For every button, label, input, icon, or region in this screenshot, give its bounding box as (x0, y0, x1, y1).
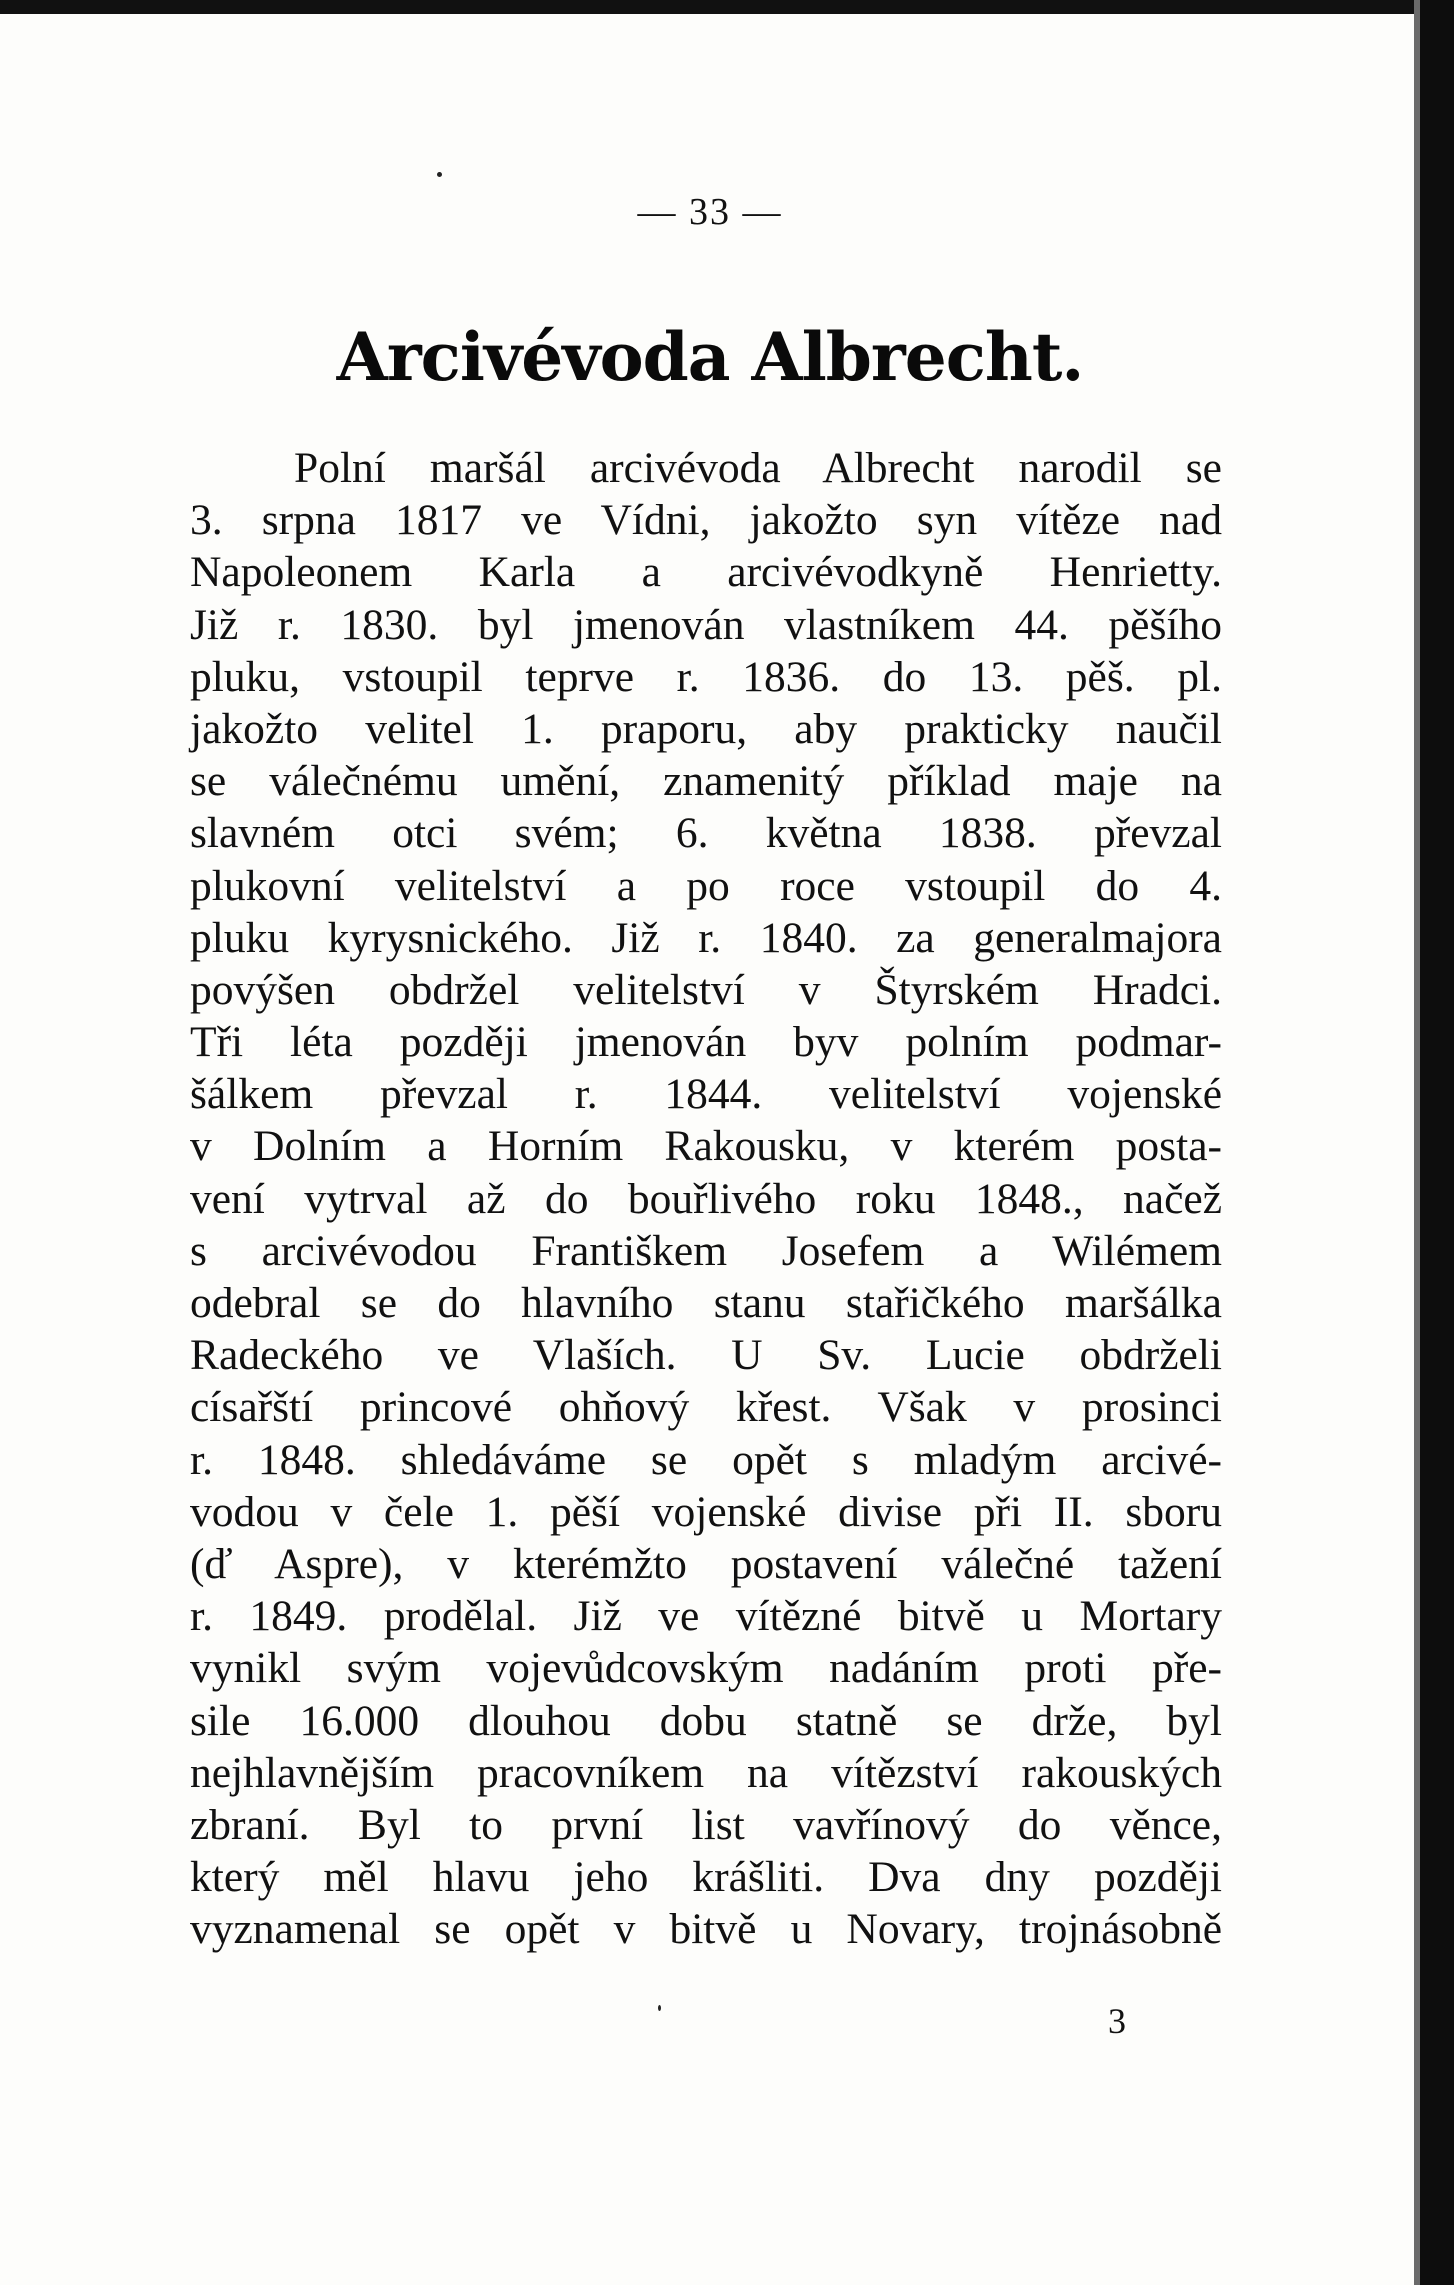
text-line: se válečnému umění, znamenitý příklad maje na (190, 757, 1222, 806)
text-line: r. 1849. prodělal. Již ve vítězné bitvě u Mortary (190, 1592, 1222, 1641)
text-line: Polní maršál arcivévoda Albrecht narodil se (294, 444, 1222, 492)
text-line: 3. srpna 1817 ve Vídni, jakožto syn vítěze nad (190, 496, 1222, 545)
text-line: povýšen obdržel velitelství v Štyrském Hradci. (190, 965, 1222, 1014)
chapter-title: Arcivévoda Albrecht. (336, 318, 1084, 396)
text-line: sile 16.000 dlouhou dobu statně se drže, byl (190, 1696, 1222, 1745)
text-line: šálkem převzal r. 1844. velitelství vojenské (190, 1070, 1222, 1119)
text-line: pluku kyrysnického. Již r. 1840. za generalmajora (190, 913, 1222, 962)
dust-speck (437, 172, 442, 177)
text-line: zbraní. Byl to první list vavřínový do věnce, (190, 1800, 1222, 1849)
dust-speck (658, 2005, 661, 2011)
body-paragraph (190, 442, 1222, 1955)
text-line: (ď Aspre), v kterémžto postavení válečné tažení (190, 1539, 1222, 1588)
text-line: Již r. 1830. byl jmenován vlastníkem 44. pěšího (190, 600, 1222, 649)
signature-mark: 3 (1108, 2001, 1126, 2041)
text-line: jakožto velitel 1. praporu, aby prakticky naučil (190, 704, 1222, 753)
text-line: který měl hlavu jeho krášliti. Dva dny později (190, 1853, 1222, 1902)
page-header: — 33 — (637, 191, 783, 233)
text-line: císařští princové ohňový křest. Však v prosinci (190, 1383, 1222, 1432)
text-line: r. 1848. shledáváme se opět s mladým arcivé- (190, 1435, 1222, 1484)
text-line: vyznamenal se opět v bitvě u Novary, trojnásobně (190, 1905, 1222, 1954)
text-line: vení vytrval až do bouřlivého roku 1848., načež (190, 1174, 1222, 1223)
text-line: vodou v čele 1. pěší vojenské divise při II. sboru (190, 1487, 1222, 1536)
scan-edge-right (1420, 0, 1454, 2285)
text-line: nejhlavnějším pracovníkem na vítězství rakouských (190, 1748, 1222, 1797)
text-line: odebral se do hlavního stanu stařičkého maršálka (190, 1279, 1222, 1327)
text-line: plukovní velitelství a po roce vstoupil do 4. (190, 861, 1222, 910)
text-line: Radeckého ve Vlaších. U Sv. Lucie obdrželi (190, 1331, 1222, 1380)
scan-edge-top (0, 0, 1454, 14)
text-line: v Dolním a Horním Rakousku, v kterém posta- (190, 1122, 1222, 1171)
text-line: vynikl svým vojevůdcovským nadáním proti pře- (190, 1644, 1222, 1693)
text-line: Napoleonem Karla a arcivévodkyně Henrietty. (190, 548, 1222, 597)
text-line: pluku, vstoupil teprve r. 1836. do 13. pěš. pl. (190, 652, 1222, 701)
text-line: Tři léta později jmenován byv polním podmar- (190, 1018, 1222, 1067)
text-line: slavném otci svém; 6. května 1838. převzal (190, 809, 1222, 858)
text-line: s arcivévodou Františkem Josefem a Wilémem (190, 1226, 1222, 1275)
